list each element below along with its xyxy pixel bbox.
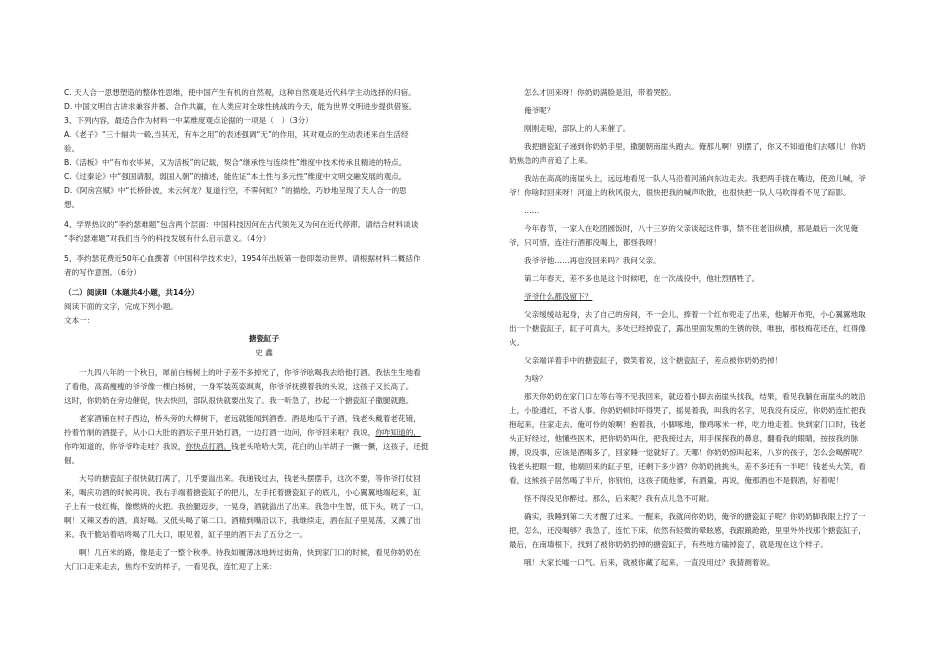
story-paragraph-line: 爷！你啥时回来呀！河道上的秋风很大，很快把我的喊声吹散，也很快把一队人马吹得看不见了踪影。 bbox=[509, 188, 851, 197]
left-column bbox=[64, 0, 464, 574]
dialogue-line: 哦！大家长嘘一口气。后来，就被你藏了起来，一直没用过？我猜测着说。 bbox=[524, 558, 775, 567]
story-paragraph-2-line: 倔。 bbox=[64, 456, 80, 465]
dialogue-line: 第二年春天，差不多也是这个时候吧，在一次战役中，他壮烈牺牲了。 bbox=[524, 274, 760, 283]
text-span: 钱老头哈哈大笑，花白的山羊胡子一撅一撅，这孩子，还挺 bbox=[231, 442, 429, 451]
instruction: 阅读下面的文字，完成下列小题。 bbox=[64, 302, 178, 311]
story-paragraph-4: 啊！几百米的路，像是走了一整个秋季。待我如履薄冰地转过街角，快到家门口的时候，看见你奶奶在 bbox=[79, 548, 421, 557]
story-paragraph-3-line: 来，喝庆功酒的时候再说。我右手端着搪瓷缸子的把儿，左手托着搪瓷缸子的底儿，小心翼翼地端起来，缸 bbox=[64, 488, 421, 497]
story-paragraph-line: 头正好经过，他懂些医术，把你奶奶叫住，把我接过去，用手探探我的鼻息，翻看我的眼睛，按按我的脉 bbox=[509, 434, 859, 443]
q3-option-a-cont: 验。 bbox=[64, 144, 80, 153]
dialogue-line: 怎么才回来呀！你奶奶满脸是泪，带着哭腔。 bbox=[524, 88, 676, 97]
story-paragraph-line: 搏，说没事，应该是酒喝多了，回家睡一觉就好了。天哪！你奶奶惊叫起来，八岁的孩子，怎么会喝醉呢？ bbox=[509, 448, 866, 457]
story-paragraph-2-line bbox=[64, 426, 464, 440]
q5-stem: 5、李约瑟花费近50年心血撰著《中国科学技术史》，1954年出版第一卷即轰动世界。请根据材料二概括作 bbox=[64, 254, 421, 263]
q3-option-a: A.《老子》“三十辐共一毂,当其无，有车之用”的表述强调“无”的作用，其对观点的生动表述来自生活经 bbox=[64, 130, 409, 139]
story-title: 搪瓷缸子 bbox=[248, 334, 280, 343]
story-paragraph-line: 钱老头把眼一瞪，他端回来的缸子里，还剩下多少酒？你奶奶挑挑头，差不多还有一半吧！钱老头大笑，看 bbox=[509, 462, 866, 471]
story-paragraph-line: 最后，在南墙根下，找到了被你奶奶扔掉的搪瓷缸子，有些地方磕掉瓷了，就是现在这个样子。 bbox=[509, 540, 828, 549]
dialogue-line: 刚刚走啦，部队上的人来催了。 bbox=[524, 124, 631, 133]
story-paragraph-1: 一九四八年的一个秋日，犀前白杨树上的叶子差不多掉光了，你爷爷吆喝我去给他打酒。我怯生生地看 bbox=[79, 368, 421, 377]
ellipsis: …… bbox=[524, 206, 540, 215]
q2-option-c: C. 天人合一思想塑造的整体性思维，使中国产生有机的自然观，这种自然观是近代科学主动选择的归宿。 bbox=[64, 88, 416, 97]
dialogue-line: 俺爷呢？ bbox=[524, 106, 555, 115]
author: 史 鑫 bbox=[255, 348, 273, 357]
story-paragraph-line: 上，小脸通红，不省人事。你奶奶顿时吓得哭了，摇晃着我，叫我的名字，见我没有反应，你奶奶连忙把我 bbox=[509, 406, 866, 415]
underlined-phrase: 你咋知道的， bbox=[375, 428, 421, 437]
story-paragraph-line: 出一个搪瓷缸子，缸子可真大，多处已经掉瓷了，露出里面发黑的生锈的铁，唯独，那枝梅花还在，红得像 bbox=[509, 324, 866, 333]
text-span: 你咋知道的，你爷爷咋走哇？我说， bbox=[64, 442, 186, 451]
story-paragraph-2: 老家酒铺在村子西边，桥头旁的大柳树下，老远就能闻到酒香。酒是地瓜干子酒，钱老头戴着老花镜， bbox=[79, 414, 421, 423]
text-label: 文本一： bbox=[64, 316, 95, 325]
q4-stem: 4、学界热议的“李约瑟难题”包含两个层面：中国科技因何在古代领先又为何在近代停滞。请结合材料谈谈 bbox=[64, 220, 419, 229]
dialogue-line: 父亲端详着手中的搪瓷缸子，微笑着说，这个搪瓷缸子，差点被你奶奶扔掉！ bbox=[524, 356, 783, 365]
q3-option-d-cont: 想。 bbox=[64, 200, 80, 209]
story-paragraph-1-line: 这时，你奶奶在旁边催促，快去快回，部队很快就要出发了。我一听急了，抄起一个搪瓷缸子撒腿就跑。 bbox=[64, 396, 414, 405]
story-paragraph-line: 火。 bbox=[509, 338, 525, 347]
q3-option-c: C.《过秦论》中“强国请服，弱国入朝”的描述，能佐证“本土性与多元性”维度中文明交融发展的观点。 bbox=[64, 172, 407, 181]
story-paragraph: 父亲缓缓站起身，去了自己的房间，不一会儿，捧着一个红布兜走了出来，他解开布兜，小心翼翼地取 bbox=[524, 310, 866, 319]
q3-option-d: D.《阿房宫赋》中“长桥卧波，未云何龙？复道行空，不霁何虹？”的描绘，巧妙地呈现了天人合一的思 bbox=[64, 186, 407, 195]
story-paragraph-line: 看，这熊孩子居然喝了半斤，你别怕，这孩子随他爹，有酒量，再说，俺那酒也不是假酒，好着呢！ bbox=[509, 476, 844, 485]
dialogue-line: 我爷爷他……再也没回来吗？我问父亲。 bbox=[524, 256, 661, 265]
q3-stem: 3、下列内容，最适合作为材料一中某维度观点论据的一项是（ ）（3分） bbox=[64, 116, 313, 125]
story-paragraph: 我站在高高的南崖头上，远远地看见一队人马沿着河涌向东边走去。我把两手拢在嘴边，使劲儿喊，爷 bbox=[524, 174, 866, 183]
story-paragraph-3-line: 子上有一枝红梅，像燃烧的火把。我抬腿迈步，一晃身，酒就溢出了出来。我急中生智，低下头，咣了一口， bbox=[64, 502, 429, 511]
section-title: （二）阅读Ⅱ（本题共4小题，共14分） bbox=[64, 288, 199, 297]
q2-option-d: D. 中国文明自古讲求兼容并蓄、合作共赢，在人类应对全球性挑战的今天，能为世界文明进步提供借鉴。 bbox=[64, 102, 417, 111]
story-paragraph-line: 奶焦急的声音追了上来。 bbox=[509, 156, 593, 165]
story-paragraph: 确实，我睡到第二天才醒了过来。一醒来，我就问你奶奶，俺爷的搪瓷缸子呢？你奶奶脚我眼上拧了一 bbox=[524, 512, 866, 521]
story-paragraph-3-line: 啊！又辣又香的酒，真好喝。又低头喝了第二口。酒精到嘴沿以下，我继续走，酒在缸子里晃荡，又溅了出 bbox=[64, 516, 421, 525]
story-paragraph-4-line: 大门口走来走去，焦灼不安的样子，一看见我，连忙迎了上来： bbox=[64, 562, 277, 571]
story-paragraph: 我把搪瓷缸子递到你奶奶手里，撒腿朝南崖头跑去。俺那儿啊！别摆了，你又不知道他们去哪儿！你奶 bbox=[524, 142, 866, 151]
story-paragraph-line: 把，怎么，还没喝够？我急了，连忙下床，依然有轻微的晕眩感，我跟踉跄跄，里里外外找那个搪瓷缸子， bbox=[509, 526, 866, 535]
story-paragraph: 那天你奶奶在家门口左等右等不见我回来，就迈着小脚去南崖头找我，结果，看见我躺在南崖头的坡沿 bbox=[524, 392, 866, 401]
dialogue-line: 怪不得没见你醉过。那么，后来呢？我有点儿急不可耐。 bbox=[524, 494, 714, 503]
underlined-phrase: 你快点打酒。 bbox=[185, 442, 232, 451]
dialogue-line: 为啥？ bbox=[524, 374, 547, 383]
story-paragraph-1-line: 了看他，高高瘦瘦的爷爷像一棵白杨树，一身军装英姿飒爽，你爷爷抚摸着我的头说，这孩子又长高了。 bbox=[64, 382, 414, 391]
right-column bbox=[509, 0, 889, 570]
story-paragraph-line: 爷，只可惜，连往行酒都没喝上，都怪我呀！ bbox=[509, 238, 661, 247]
story-paragraph-line: 抱起来，往家走去。俺可怜的娘啊！抱着我，小脚啄地，像鸡啄米一样，吃力地走着。快到家门口时，钱老 bbox=[509, 420, 866, 429]
text-span: 拎着竹制的酒提子，从小口大肚的酒坛子里开始打酒，一边打酒一边问，你爷回来啦？我说， bbox=[64, 428, 376, 437]
q3-option-b: B.《活板》中“有布衣毕昇，又为活板”的记载，契合“继承性与连续性”维度中技术传承且精进的特点。 bbox=[64, 158, 407, 167]
q5-stem-cont: 者的写作意图。（6分） bbox=[64, 268, 141, 277]
story-paragraph: 今年春节，一家人在吃团圆饭时，八十三岁的父亲谈起这件事，禁不住老泪纵横，那是最后一次见俺 bbox=[524, 224, 859, 233]
underlined-dialogue-line: 爷爷什么都没留下？ bbox=[524, 292, 593, 301]
q4-stem-cont: “李约瑟难题”对我们当今的科技发展有什么启示意义。（4分） bbox=[64, 234, 271, 243]
story-paragraph-2-line bbox=[64, 440, 464, 454]
story-paragraph-3: 大号的搪瓷缸子很快就打满了，几乎要溢出来。我递钱过去，钱老头摆摆手，这次不要，等你爷打仗回 bbox=[79, 474, 421, 483]
story-paragraph-3-line: 来。我干脆站着咕咚喝了几大口，眼见着，缸子里的酒下去了五分之一。 bbox=[64, 530, 307, 539]
